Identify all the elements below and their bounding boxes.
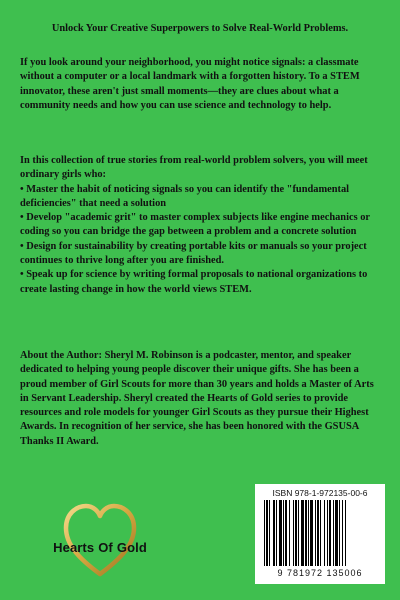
barcode-bar: [293, 500, 294, 566]
barcode-bar: [295, 500, 297, 566]
barcode-bar: [345, 500, 346, 566]
bullet-list: [20, 183, 380, 297]
bullet-item: • Master the habit of noticing signals so you can identify the "fundamental deficiencies" that need a solution: [20, 183, 350, 209]
barcode-bar: [333, 500, 334, 566]
barcode-bar: [324, 500, 325, 566]
barcode-bar: [301, 500, 304, 566]
bullet-item: • Speak up for science by writing formal proposals to national organizations to create lasting change in how the world views STEM.: [20, 269, 368, 295]
barcode-bar: [285, 500, 287, 566]
logo-word-of: Of: [98, 540, 113, 555]
logo-wordmark: [20, 540, 180, 555]
barcode-bar: [320, 500, 321, 566]
isbn-text: ISBN 978-1-972135-00-6: [272, 488, 368, 498]
collection-lead: In this collection of true stories from real-world problem solvers, you will meet ordinary girls who:: [20, 155, 368, 181]
barcode-bar: [266, 500, 268, 566]
barcode-bar: [315, 500, 316, 566]
intro-paragraph: If you look around your neighborhood, you might notice signals: a classmate without a computer or a local landmark with a forgotten history. To a STEM innovator, these aren't just small moments—they are clues about what a community needs and how you can use science and technology to help.: [20, 57, 360, 111]
barcode-bar: [273, 500, 275, 566]
barcode-bar: [327, 500, 328, 566]
collection-section: [20, 154, 380, 297]
barcode-bar: [317, 500, 319, 566]
barcode-bars: [264, 500, 376, 566]
bottom-panel: [20, 484, 380, 584]
author-bio: About the Author: Sheryl M. Robinson is a podcaster, mentor, and speaker dedicated to helping young people discover their unique gifts. She has been a proud member of Girl Scouts for more than 30 years and holds a Master of Arts in Servant Leadership. Sheryl created the Hearts of Gold series to provide resources and role models for younger Girl Scouts as they pursue their Highest Awards. In recognition of her service, she has been honored with the GSUSA Thanks II Award.: [20, 350, 374, 447]
barcode-bar: [276, 500, 277, 566]
barcode-bar: [308, 500, 309, 566]
barcode-bar: [329, 500, 331, 566]
bullet-item: • Design for sustainability by creating portable kits or manuals so your project continues to thrive long after you are finished.: [20, 240, 367, 267]
barcode-bar: [269, 500, 270, 566]
bullet-item: • Develop "academic grit" to master complex subjects like engine mechanics or coding so you can bridge the gap between a problem and a concrete solution: [20, 212, 370, 238]
heart-icon: [20, 494, 180, 584]
barcode-bar: [289, 500, 290, 566]
logo-word-hearts: Hearts: [53, 540, 95, 555]
barcode-digits: 9 781972 135006: [277, 568, 363, 578]
barcode-bar: [298, 500, 299, 566]
barcode-bar: [305, 500, 307, 566]
isbn-barcode: [255, 484, 385, 584]
headline: Unlock Your Creative Superpowers to Solve Real-World Problems.: [51, 23, 349, 34]
barcode-bar: [264, 500, 265, 566]
hearts-of-gold-logo: [20, 494, 180, 584]
barcode-bar: [279, 500, 282, 566]
barcode-bar: [339, 500, 340, 566]
logo-word-gold: Gold: [116, 540, 147, 555]
barcode-bar: [283, 500, 284, 566]
barcode-bar: [342, 500, 343, 566]
barcode-bar: [335, 500, 338, 566]
barcode-bar: [310, 500, 313, 566]
